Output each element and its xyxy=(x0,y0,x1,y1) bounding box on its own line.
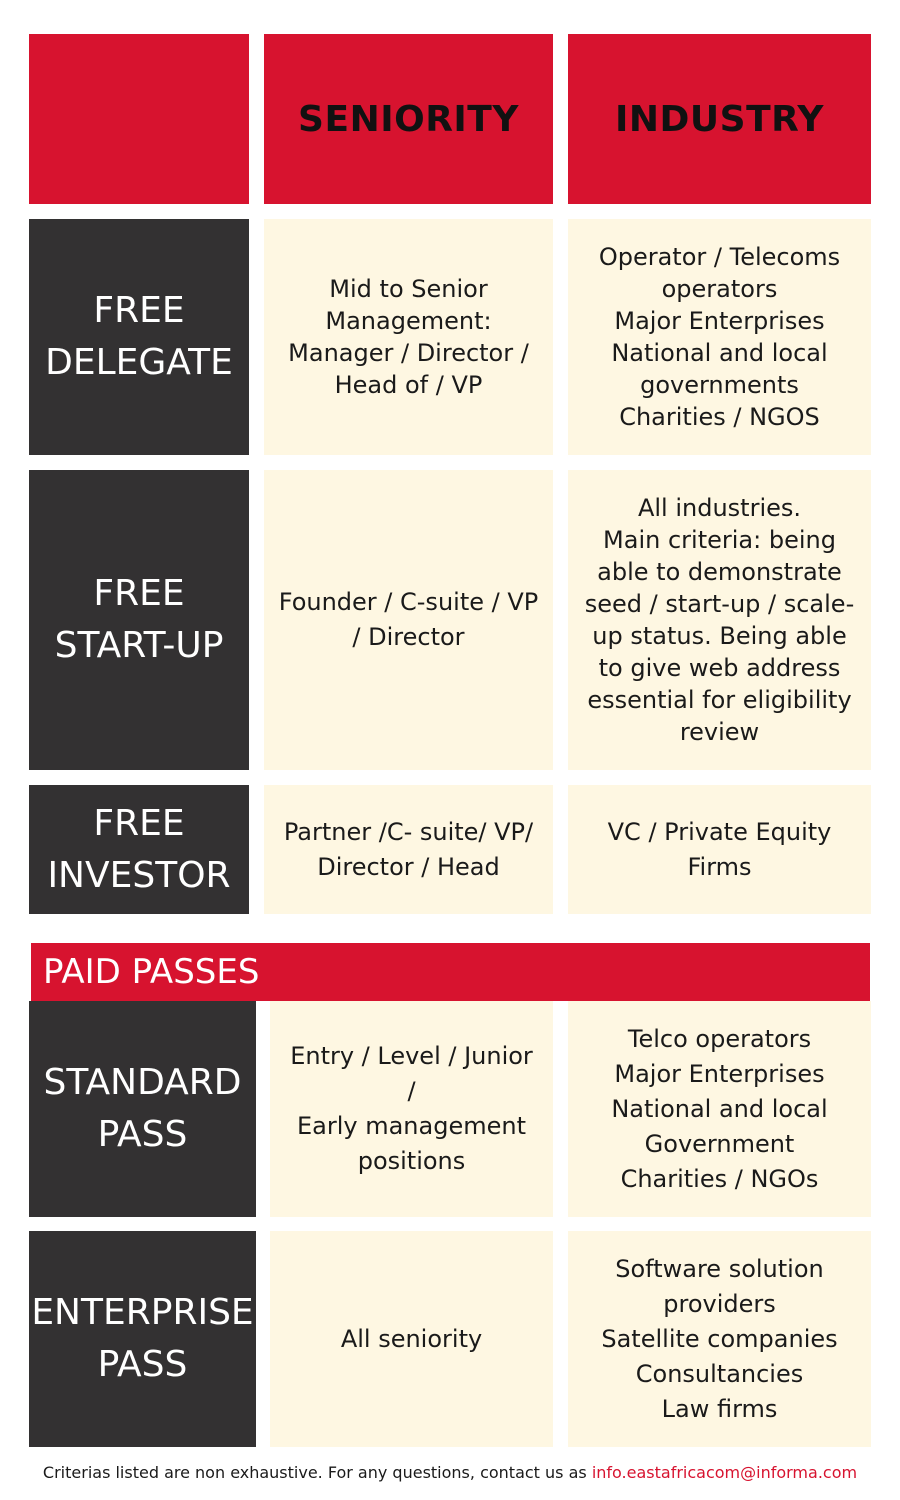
header-industry-title: INDUSTRY xyxy=(615,98,824,140)
row-label-free-investor xyxy=(29,785,249,914)
row-label-text: FREE DELEGATE xyxy=(45,290,233,383)
row-label-free-startup xyxy=(29,470,249,770)
industry-cell-free-startup xyxy=(568,470,871,770)
seniority-text: Partner /C- suite/ VP/ Director / Head xyxy=(283,817,534,881)
row-label-text: FREE START-UP xyxy=(54,573,224,666)
seniority-text: All seniority xyxy=(340,1324,483,1353)
industry-cell-free-investor xyxy=(568,785,871,914)
seniority-cell-free-delegate xyxy=(264,219,553,455)
contact-email-link[interactable]: info.eastafricacom@informa.com xyxy=(591,1463,858,1482)
industry-cell-free-delegate xyxy=(568,219,871,455)
seniority-text: Entry / Level / Junior / Early management positions xyxy=(290,1042,533,1175)
industry-cell-standard-pass xyxy=(568,1001,871,1217)
industry-text: All industries. Main criteria: being able to demonstrate seed / start-up / scale- up status. Being able to give web address essential for eligibility review xyxy=(584,494,855,746)
footer-text: Criterias listed are non exhaustive. For any questions, contact us as xyxy=(42,1463,592,1482)
industry-text: Operator / Telecoms operators Major Enterprises National and local governments Charities / NGOS xyxy=(598,243,841,431)
industry-cell-enterprise-pass xyxy=(568,1231,871,1447)
industry-text: VC / Private Equity Firms xyxy=(607,817,832,881)
seniority-cell-free-startup xyxy=(264,470,553,770)
row-label-free-delegate xyxy=(29,219,249,455)
footer-note xyxy=(0,1463,900,1482)
header-seniority-cell xyxy=(264,34,553,204)
seniority-cell-standard-pass xyxy=(270,1001,553,1217)
paid-passes-title: PAID PASSES xyxy=(43,952,260,992)
paid-passes-banner xyxy=(31,943,870,1001)
row-label-enterprise-pass xyxy=(29,1231,256,1447)
seniority-cell-enterprise-pass xyxy=(270,1231,553,1447)
industry-text: Software solution providers Satellite companies Consultancies Law firms xyxy=(601,1254,838,1423)
industry-text: Telco operators Major Enterprises National and local Government Charities / NGOs xyxy=(611,1024,828,1193)
seniority-text: Founder / C-suite / VP / Director xyxy=(278,588,539,651)
row-label-text: STANDARD PASS xyxy=(43,1062,242,1155)
header-corner-cell xyxy=(29,34,249,204)
seniority-cell-free-investor xyxy=(264,785,553,914)
seniority-text: Mid to Senior Management: Manager / Director / Head of / VP xyxy=(288,275,529,399)
row-label-standard-pass xyxy=(29,1001,256,1217)
row-label-text: ENTERPRISE PASS xyxy=(31,1292,254,1385)
row-label-text: FREE INVESTOR xyxy=(47,802,231,896)
header-industry-cell xyxy=(568,34,871,204)
header-seniority-title: SENIORITY xyxy=(298,98,519,140)
